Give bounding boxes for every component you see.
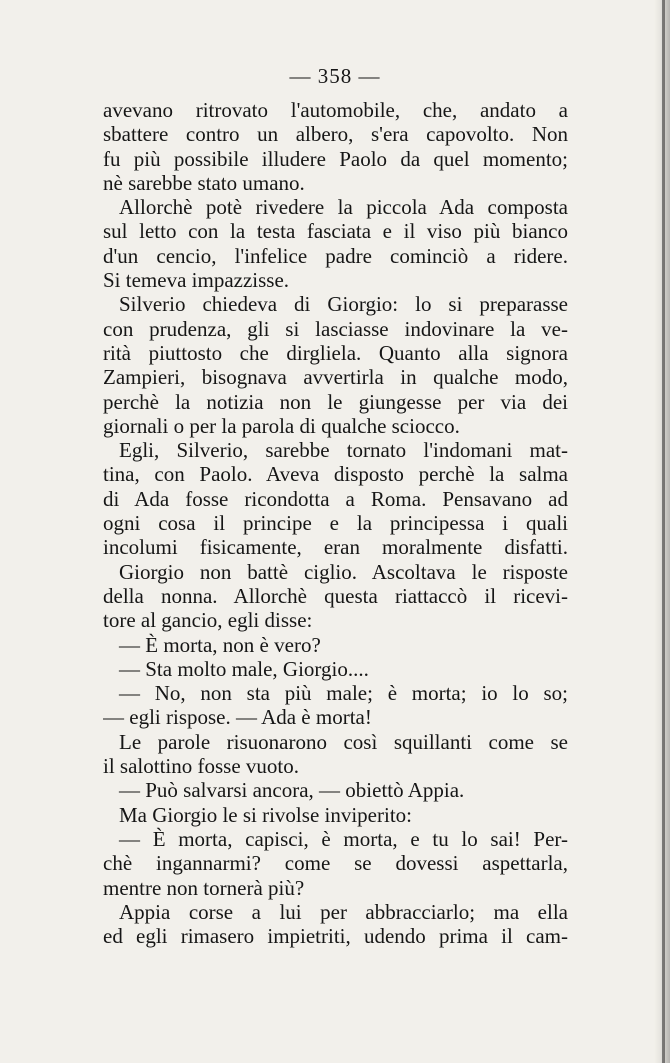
text-line: sul letto con la testa fasciata e il viso più bianco — [103, 219, 568, 244]
text-line: Egli, Silverio, sarebbe tornato l'indomani mat- — [119, 438, 568, 463]
text-line: incolumi fisicamente, eran moralmente disfatti. — [103, 535, 568, 560]
text-line: mentre non tornerà più? — [103, 875, 305, 900]
text-line: rità piuttosto che dirgliela. Quanto alla signora — [103, 340, 568, 365]
text-line: perchè la notizia non le giungesse per via dei — [103, 389, 568, 414]
text-line: Appia corse a lui per abbracciarlo; ma ella — [119, 899, 568, 924]
text-line: nè sarebbe stato umano. — [103, 170, 305, 195]
text-line: d'un cencio, l'infelice padre cominciò a ridere. — [103, 243, 568, 268]
text-line: Giorgio non battè ciglio. Ascoltava le risposte — [119, 559, 568, 584]
page-number: — 358 — — [289, 64, 381, 88]
text-line: giornali o per la parola di qualche sciocco. — [103, 413, 460, 438]
text-line: il salottino fosse vuoto. — [103, 754, 299, 779]
text-line: Le parole risuonarono così squillanti come se — [119, 729, 568, 754]
text-line: — No, non sta più male; è morta; io lo so; — [119, 681, 568, 706]
text-line: Ma Giorgio le si rivolse inviperito: — [119, 802, 412, 827]
text-line: — È morta, non è vero? — [119, 632, 321, 657]
text-line: Allorchè potè rivedere la piccola Ada composta — [119, 195, 568, 220]
text-line: ed egli rimasero impietriti, udendo prima il cam- — [103, 924, 568, 949]
text-line: fu più possibile illudere Paolo da quel momento; — [103, 146, 568, 171]
page-edge-line — [662, 0, 665, 1063]
text-line: sbattere contro un albero, s'era capovolto. Non — [103, 122, 568, 147]
text-line: — Sta molto male, Giorgio.... — [119, 656, 369, 681]
text-line: chè ingannarmi? come se dovessi aspettarla, — [103, 851, 568, 876]
text-line: Zampieri, bisognava avvertirla in qualche modo, — [103, 365, 568, 390]
body-text — [103, 98, 568, 948]
text-line: tore al gancio, egli disse: — [103, 608, 313, 633]
text-line: avevano ritrovato l'automobile, che, andato a — [103, 98, 568, 122]
text-line: ogni cosa il principe e la principessa i quali — [103, 511, 568, 536]
text-line: tina, con Paolo. Aveva disposto perchè la salma — [103, 462, 568, 487]
text-line: Silverio chiedeva di Giorgio: lo si preparasse — [119, 292, 568, 317]
text-line: della nonna. Allorchè questa riattaccò il ricevi- — [103, 583, 568, 608]
text-line: di Ada fosse ricondotta a Roma. Pensavano ad — [103, 486, 568, 511]
text-line: Si temeva impazzisse. — [103, 268, 290, 293]
text-line: con prudenza, gli si lasciasse indovinare la ve- — [103, 316, 568, 341]
text-line: — È morta, capisci, è morta, e tu lo sai! Per- — [119, 826, 568, 851]
text-line: — Può salvarsi ancora, — obiettò Appia. — [119, 778, 465, 803]
text-line: — egli rispose. — Ada è morta! — [103, 705, 372, 730]
